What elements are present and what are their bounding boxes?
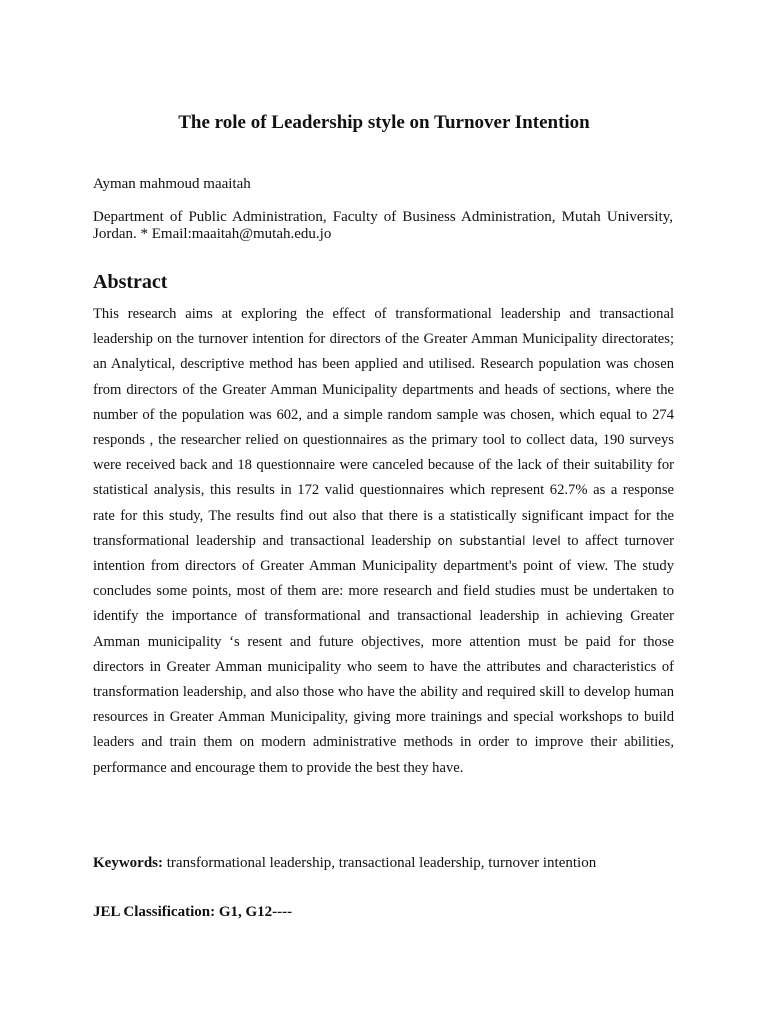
jel-classification: JEL Classification: G1, G12---- xyxy=(93,904,293,920)
paper-title: The role of Leadership style on Turnover Intention xyxy=(178,112,590,133)
author-affiliation: Department of Public Administration, Faculty of Business Administration, Mutah University, Jordan. * Email:maaitah@mutah.edu.jo xyxy=(93,209,673,242)
author-name: Ayman mahmoud maaitah xyxy=(93,176,251,192)
keywords-label: Keywords: xyxy=(93,855,163,871)
keywords-text: transformational leadership, transactional leadership, turnover intention xyxy=(163,855,597,871)
abstract-text-part-1: This research aims at exploring the effect of transformational leadership and transactional leadership on the turnover intention for directors of the Greater Amman Municipality directorates; an Analytical, descriptive method has been applied and utilised. Research population was chosen from directors of the Greater Amman Municipality departments and heads of sections, where the number of the population was 602, and a simple random sample was chosen, which equal to 274 responds , the researcher relied on questionnaires as the primary tool to collect data, 190 surveys were received back and 18 questionnaire were canceled because of the lack of their suitability for statistical analysis, this results in 172 valid questionnaires which represent 62.7% as a response rate for this study, The results find out also that there is a statistically significant impact for the transformational leadership and transactional leadership xyxy=(93,306,674,549)
abstract-text xyxy=(93,302,674,781)
abstract-text-part-3: to affect turnover intention from directors of Greater Amman Municipality department's point of view. The study concludes some points, most of them are: more research and field studies must be undertaken to identify the importance of transformational and transactional leadership in achieving Greater Amman municipality ‘s resent and future objectives, more attention must be paid for those directors in Greater Amman municipality who seem to have the attributes and characteristics of transformation leadership, and also those who have the ability and required skill to develop human resources in Greater Amman Municipality, giving more trainings and special workshops to build leaders and train them on modern administrative methods in order to improve their abilities, performance and encourage them to provide the best they have. xyxy=(93,532,674,776)
abstract-text-part-2: on substantial level xyxy=(437,533,561,548)
keywords-line xyxy=(93,855,596,872)
abstract-heading: Abstract xyxy=(93,271,168,293)
